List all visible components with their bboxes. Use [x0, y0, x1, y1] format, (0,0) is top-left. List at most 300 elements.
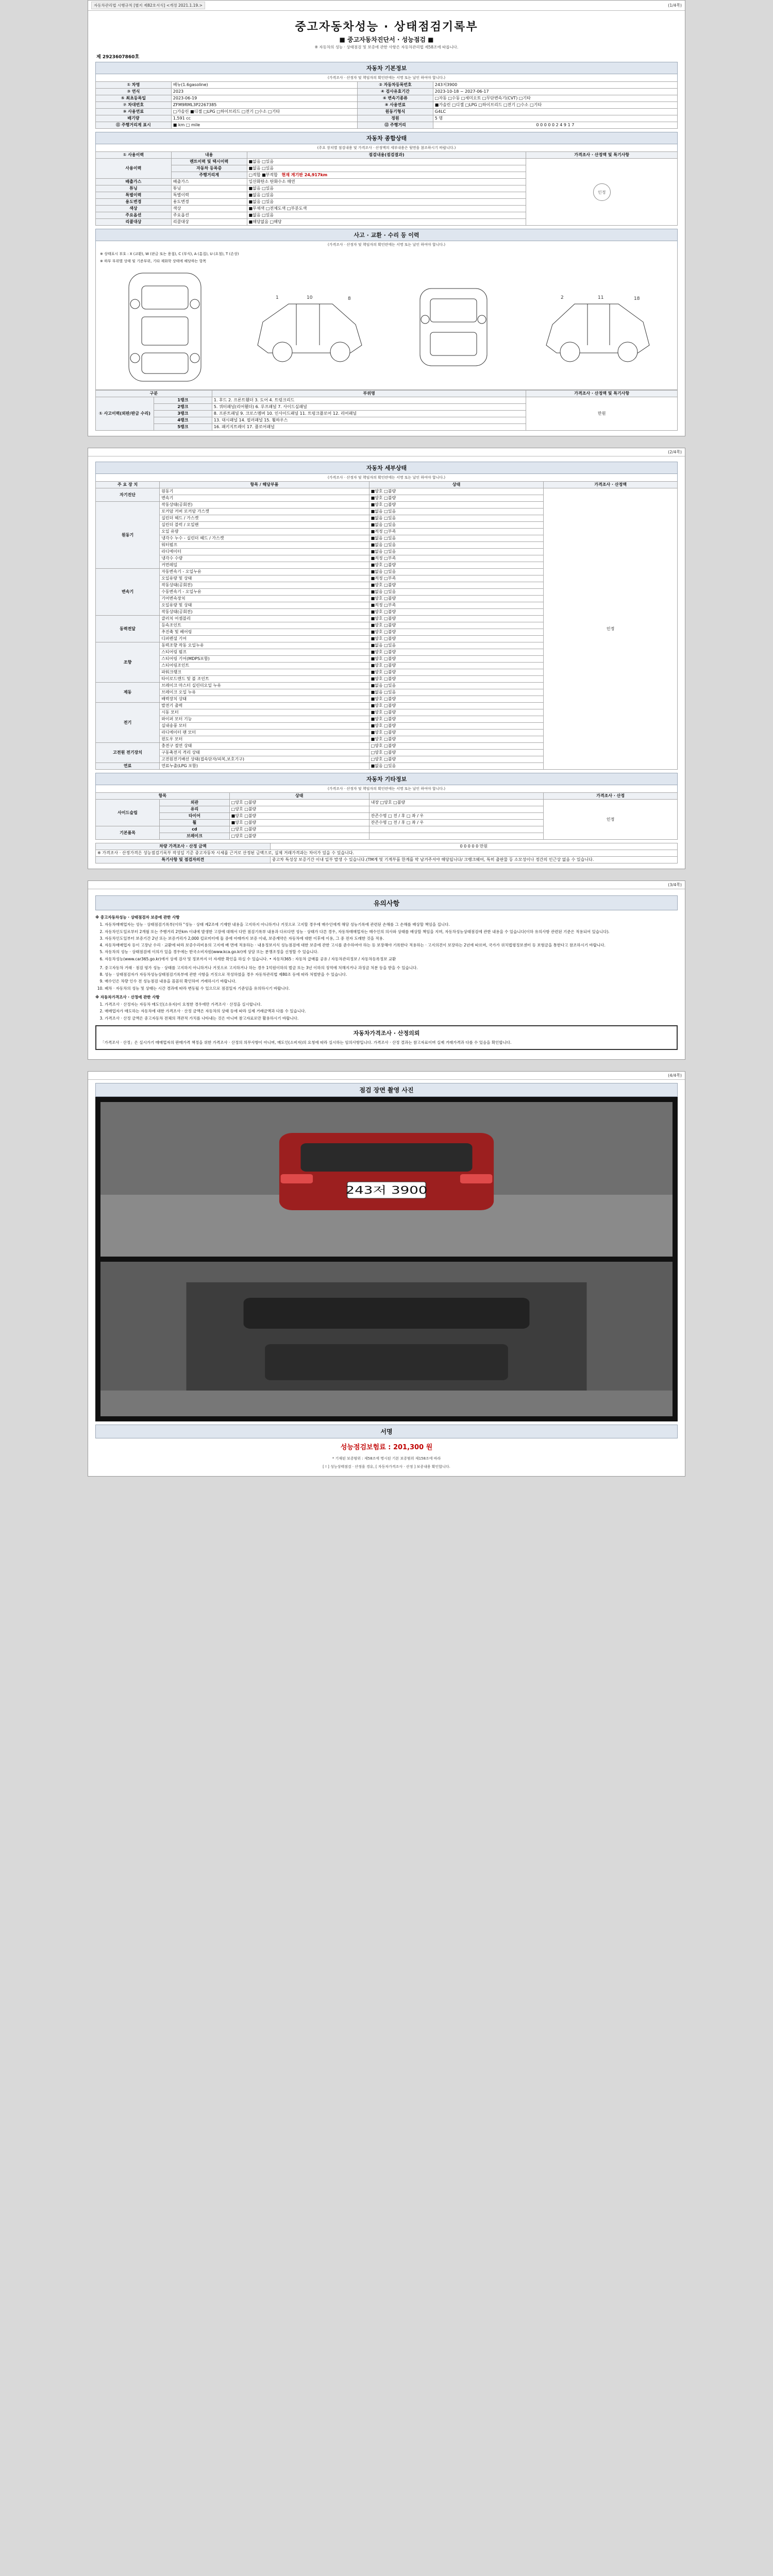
row-value: 일산화탄소 탄화수소 매연: [247, 179, 526, 185]
rank-label: 3랭크: [154, 411, 212, 417]
etc-item: 유리: [160, 806, 229, 813]
detail-item: 기어변속장치: [160, 596, 369, 602]
detail-item: 동력조향 작동 오일누유: [160, 642, 369, 649]
svg-text:243저 3900: 243저 3900: [345, 1184, 428, 1196]
row-label: 용도변경: [96, 199, 172, 206]
accident-diagram-box: [95, 248, 678, 390]
etc-state[interactable]: ■양호 □불량: [229, 820, 369, 826]
list-item: 6. 자동차성능(www.car365.go.kr)에서 상세 검사 및 정보까지 더 자세한 확인을 하실 수 있습니다. • 자동차365 : 자동차 급매물 공유 / 자동차관리정보 / 자동차등록정보 교환: [105, 956, 678, 962]
basic-info-table: [95, 81, 678, 129]
detail-state[interactable]: ■양호 □불량: [369, 703, 544, 709]
etc-extra[interactable]: 잔존수명 □ 전 / 후 □ 좌 / 우: [369, 820, 544, 826]
col-state: 상태: [369, 482, 544, 488]
detail-state[interactable]: □양호 □불량: [369, 756, 544, 763]
etc-table: [95, 792, 678, 840]
rank-parts: 5. 쿼터패널(리어휀더) 6. 루프패널 7. 사이드실패널: [212, 404, 526, 411]
table-row: [96, 857, 678, 863]
col-price: 가격조사 · 산정액: [544, 482, 678, 488]
list-item: 9. 매수인은 차량 인수 전 성능점검 내용을 꼼꼼히 확인하여 거래하시기 바랍니다.: [105, 978, 678, 984]
row-label: 색상: [96, 206, 172, 212]
detail-table: [95, 481, 678, 770]
page-3: [88, 880, 685, 1060]
photo-rear-view: [100, 1102, 673, 1257]
detail-state[interactable]: ■양호 □불량: [369, 736, 544, 743]
basic-info-band: 자동차 기본정보: [95, 62, 678, 74]
rank-label: 5랭크: [154, 424, 212, 431]
col-result: 점검내용(점검결과): [247, 152, 526, 159]
svg-text:18: 18: [634, 296, 640, 301]
row-value: ■없음 □있음: [247, 159, 526, 165]
col-etc-state: 상태: [229, 793, 369, 800]
group-label: 동력전달: [96, 616, 160, 642]
etc-extra[interactable]: [369, 806, 544, 813]
detail-item: 파워크랭크: [160, 669, 369, 676]
detail-item: 워터펌프: [160, 542, 369, 549]
cell-value: □자동 □수동 □세미오토 □무단변속기(CVT) □기타: [433, 95, 677, 102]
detail-state[interactable]: ■양호 □불량: [369, 656, 544, 663]
detail-sign-cell: 인정: [544, 488, 678, 770]
etc-state[interactable]: □양호 □불량: [229, 806, 369, 813]
etc-state[interactable]: ■양호 □불량: [229, 813, 369, 820]
detail-item: 실린더 헤드 / 가스켓: [160, 515, 369, 522]
car-diagrams: [98, 265, 675, 387]
detail-state[interactable]: ■없음 □있음: [369, 569, 544, 575]
row-value: ■없음 □있음: [247, 199, 526, 206]
row-label: 리콜대상: [96, 219, 172, 226]
page-4: [88, 1071, 685, 1477]
table-row: [96, 115, 678, 122]
group-label: 조향: [96, 642, 160, 683]
etc-sign-cell: 인정: [544, 800, 678, 840]
form-legal-tag: 자동차관리법 시행규칙 [별지 제82호서식] <개정 2021.1.19.>: [91, 2, 205, 9]
row-label: 튜닝: [96, 185, 172, 192]
detail-state[interactable]: ■양호 □불량: [369, 716, 544, 723]
car-diagram-front-view: [402, 268, 505, 386]
row-label-2: 특별이력: [171, 192, 247, 199]
page-1: [88, 0, 685, 436]
group-label: 전기: [96, 703, 160, 743]
detail-item: 작동상태(공회전): [160, 502, 369, 509]
cell-label: ⑥ 변속기종류: [358, 95, 433, 102]
notice-list-3: [95, 1002, 678, 1021]
table-row: [96, 109, 678, 115]
notice-section: [88, 889, 685, 1050]
detail-band: 자동차 세부상태: [95, 462, 678, 474]
etc-band: 자동차 기타정보: [95, 773, 678, 785]
svg-text:11: 11: [598, 295, 604, 300]
detail-item: 등속조인트: [160, 622, 369, 629]
etc-extra[interactable]: 잔존수명 □ 전 / 후 □ 좌 / 우: [369, 813, 544, 820]
cell-label: ④ 검사유효기간: [358, 89, 433, 95]
cell-value: 2023: [171, 89, 357, 95]
col-etc-item: 항목: [96, 793, 230, 800]
rank-parts: 13. 대시패널 14. 필러패널 15. 휠하우스: [212, 417, 526, 424]
table-row: [96, 95, 678, 102]
rank-parts: 1. 후드 2. 프론트휀더 3. 도어 4. 트렁크리드: [212, 397, 526, 404]
detail-item: 브레이크 오일 누유: [160, 689, 369, 696]
col-etc-price: 가격조사 · 산정: [544, 793, 678, 800]
page-subtitle-note: ※ 자동차의 성능 · 상태점검 및 보증에 관한 사항은 자동차관리법 제58조에 따릅니다.: [314, 45, 459, 49]
detail-state[interactable]: ■양호 □불량: [369, 609, 544, 616]
detail-state[interactable]: ■없음 □있음: [369, 522, 544, 529]
col-part-name: 부위명: [212, 391, 526, 397]
list-item: 10. 폐차 · 자동차의 성능 및 상태는 시간 경과에 따라 변동될 수 있으므로 점검일자 기준임을 유의하시기 바랍니다.: [105, 986, 678, 991]
list-item: 1. 자동차매매업자는 성능 · 상태점검기록부(이하 "성능 · 상태 제2조에 기재한 내용을 고지하지 아니하거나 거짓으로 고지할 경우에 매수인에게 해당 성능기록에 관련된 손해를 그 손해를 배상할 책임을 집니다.: [105, 922, 678, 927]
cell-label: ⑪ 주행거리계 표시: [96, 122, 172, 129]
table-row: [96, 843, 678, 850]
cell-value: ■가솔린 □디젤 □LPG □하이브리드 □전기 □수소 □기타: [433, 102, 677, 109]
detail-item: 라디에이터 팬 모터: [160, 730, 369, 736]
detail-state[interactable]: ■양호 □불량: [369, 596, 544, 602]
detail-item: 스티어링 기어(MDPS포함): [160, 656, 369, 663]
rank-label: 4랭크: [154, 417, 212, 424]
table-row: [96, 102, 678, 109]
cell-label: ⑤ 최초등록일: [96, 95, 172, 102]
detail-state[interactable]: ■양호 □불량: [369, 669, 544, 676]
page-title: 중고자동차성능 · 상태점검기록부: [295, 21, 478, 33]
fee-label: 성능점검보험료 :: [340, 1443, 391, 1451]
accident-sign-cell: [526, 397, 678, 431]
cell-value: 5 명: [433, 115, 677, 122]
rank-parts: 8. 프론트패널 9. 크로스멤버 10. 인사이드패널 11. 트렁크플로어 12. 리어패널: [212, 411, 526, 417]
detail-item: 원동기: [160, 488, 369, 495]
row-value: ■무채색 □전체도색 □부분도색: [247, 206, 526, 212]
row-label-2: 리콜대상: [171, 219, 247, 226]
detail-state[interactable]: ■양호 □불량: [369, 636, 544, 642]
page-number: (4/4쪽): [668, 1073, 682, 1078]
etc-extra[interactable]: [369, 833, 544, 840]
car-diagram-side-right: [536, 268, 660, 386]
overall-sign-cell: [526, 159, 678, 226]
detail-item: 냉각수 누수 - 실린더 헤드 / 가스켓: [160, 535, 369, 542]
table-row: [96, 397, 678, 404]
cell-value: ZFM9RML3P2267385: [171, 102, 357, 109]
cell-value: 2023-10-18 ~ 2027-06-17: [433, 89, 677, 95]
col-etc-extra: [369, 793, 544, 800]
detail-item: 충전구 절연 상태: [160, 743, 369, 750]
detail-item: 로커암 커버 로커암 가스켓: [160, 509, 369, 515]
svg-text:8: 8: [348, 296, 351, 301]
cell-label: 배기량: [96, 115, 172, 122]
diagram-legend-1: ※ 상태표시 부호 : X (교환), W (판금 또는 용접), C (부식), A (흠집), U (요철), T (손상): [100, 252, 239, 256]
table-header-row: [96, 391, 678, 397]
cell-value: G4LC: [433, 109, 677, 115]
detail-state[interactable]: ■양호 □불량: [369, 730, 544, 736]
photo-underbody-view: [100, 1262, 673, 1416]
detail-state[interactable]: ■없음 □있음: [369, 642, 544, 649]
total-label: 차량 가격조사 · 산정 금액: [96, 843, 271, 850]
col-main-device: 주 요 장 치: [96, 482, 160, 488]
car-diagram-side-left: [247, 268, 371, 386]
detail-state[interactable]: ■양호 □불량: [369, 629, 544, 636]
col-price-note: 가격조사 · 산정액 및 특기사항: [526, 152, 678, 159]
page-3-header: [88, 881, 685, 889]
cell-label: ③ 연식: [96, 89, 172, 95]
detail-item: 스티어링조인트: [160, 663, 369, 669]
rank-parts: 16. 패키지트레이 17. 플로어패널: [212, 424, 526, 431]
odometer-opts: □적합 ■부적합: [248, 173, 278, 177]
table-header-row: [96, 482, 678, 488]
cell-value: 243저3900: [433, 82, 677, 89]
row-label: 특별이력: [96, 192, 172, 199]
cell-value: 베뉴(1.6gasoline): [171, 82, 357, 89]
detail-item: 구동축전지 격리 상태: [160, 750, 369, 756]
detail-state[interactable]: ■양호 □불량: [369, 663, 544, 669]
detail-state[interactable]: ■양호 □불량: [369, 582, 544, 589]
detail-item: 실린더 블럭 / 오일팬: [160, 522, 369, 529]
row-label: 배출가스: [96, 179, 172, 185]
svg-text:1: 1: [276, 295, 279, 300]
group-label-exterior: ① 사고이력(외판/판금 수리): [96, 397, 154, 431]
table-row: [96, 850, 678, 857]
detail-state[interactable]: ■없음 □있음: [369, 542, 544, 549]
table-row: [96, 159, 678, 165]
special-text: 중고차 특성상 보증기간 이내 일부 발생 수 있습니다.(TM계 및 기계부품 한계를 막 남겨주셔야 해당됩니다/ 크랭크웨어, 특히 출판물 등 소모성이나 정간의 인근상 없음 수 있습니다.: [270, 857, 677, 863]
etc-item: 휠: [160, 820, 229, 826]
agreement-text: 「가격조사 · 산정」은 실시가기 매매업자의 판매가격 책정을 위한 가격조사 · 산정의 의무사항이 아니며, 매도인(소비자)의 요청에 따라 실시하는 임의사항입니다. 가격조사 · 산정 결과는 참고자료이며 실제 거래가격과 다를 수 있음을 확인합니다.: [100, 1040, 512, 1045]
detail-item: 작동상태(공회전): [160, 609, 369, 616]
detail-state[interactable]: ■양호 □불량: [369, 488, 544, 495]
etc-item: 브레이크: [160, 833, 229, 840]
detail-item: 실내송풍 모터: [160, 723, 369, 730]
detail-item: 작동상태(공회전): [160, 582, 369, 589]
etc-state[interactable]: □양호 □불량: [229, 833, 369, 840]
notice-head-1: ※ 중고자동차성능 · 상태점검자 보증에 관한 사항: [95, 915, 180, 920]
detail-note: (가격조사 · 산정자 및 책임자의 확인란에는 서명 또는 날인 하여야 합니다.): [95, 474, 678, 481]
list-item: 5. 자동차의 성능 · 상태점검에 이의가 있을 경우에는 한국소비자원(www.kca.go.kr)에 상담 또는 분쟁조정을 신청할 수 있습니다.: [105, 949, 678, 955]
detail-item: 냉각수 수량: [160, 555, 369, 562]
detail-item: 타이로드엔드 및 볼 조인트: [160, 676, 369, 683]
cell-label: 원동기형식: [358, 109, 433, 115]
cell-label: ⑦ 차대번호: [96, 102, 172, 109]
row-value: ■없음 □있음: [247, 212, 526, 219]
detail-item: 와이퍼 모터 기능: [160, 716, 369, 723]
photo-area: [95, 1097, 678, 1421]
detail-state[interactable]: ■없음 □있음: [369, 689, 544, 696]
footer-note-1: * 기재된 보증범위 : 제58조에 명시된 기본 보증범위 제158조에 따라: [332, 1456, 441, 1461]
cell-value: 2023-06-19: [171, 95, 357, 102]
detail-item: 발전기 출력: [160, 703, 369, 709]
document-number: 제 2923607860호: [96, 55, 140, 60]
list-item: 3. 가격조사 · 산정 금액은 중고자동차 전체의 객관적 가치를 나타내는 것은 아니며 참고자료로만 활용하시기 바랍니다.: [105, 1015, 678, 1021]
etc-body: [96, 800, 678, 840]
detail-item: 시동 모터: [160, 709, 369, 716]
row-label: 자동차 등록증: [171, 165, 247, 172]
cell-label: ① 차명: [96, 82, 172, 89]
group-label: 고전원 전기장치: [96, 743, 160, 763]
detail-item: 수동변속기 - 오일누유: [160, 589, 369, 596]
list-item: 2. 매매업자가 매도하는 자동차에 대한 가격조사 · 산정 금액은 자동차의 상태 등에 따라 실제 거래금액과 다를 수 있습니다.: [105, 1008, 678, 1014]
col-item: 항목 / 해당부품: [160, 482, 369, 488]
list-item: 3. 자동차인도일부터 보증기간 2년 또는 보증거리가 2,000 킬로미터에 둘 중에 아래까지 보증 이내, 보증계약은 자동차에 대한 이후에 이용, 그 중 전자 도래한 것을 적용.: [105, 936, 678, 941]
group-label: 연료: [96, 763, 160, 770]
row-label-2: 배출가스: [171, 179, 247, 185]
detail-state[interactable]: ■양호 □불량: [369, 676, 544, 683]
page-4-header: [88, 1072, 685, 1080]
cell-label: ⑫ 주행거리: [358, 122, 433, 129]
detail-state[interactable]: ■양호 □불량: [369, 495, 544, 502]
detail-item: 클러치 어셈블리: [160, 616, 369, 622]
detail-state[interactable]: ■없음 □있음: [369, 549, 544, 555]
detail-item: 고전원전기배선 상태(접속단자/피복,보호기구): [160, 756, 369, 763]
cell-value: 1,591 cc: [171, 115, 357, 122]
svg-text:10: 10: [307, 295, 313, 300]
insurance-fee: [95, 1438, 678, 1454]
rank-label: 1랭크: [154, 397, 212, 404]
detail-item: 디퍼렌셜 기어: [160, 636, 369, 642]
table-row: [96, 89, 678, 95]
agreement-title: 자동차가격조사 · 산정의뢰: [353, 1029, 420, 1037]
footer-note-2: [ ! ] 성능상태점검 · 산정을 경유, [ 자동차가격조사 · 산정 ] 보증내용 확인합니다.: [323, 1464, 450, 1469]
detail-state[interactable]: ■없음 □있음: [369, 683, 544, 689]
col-division: 구분: [96, 391, 212, 397]
notice-list-2: [95, 965, 678, 991]
accident-amount: 만원: [597, 411, 606, 416]
cell-label: 정원: [358, 115, 433, 122]
row-label: 주행거리계: [171, 172, 247, 179]
page-2-header: [88, 448, 685, 456]
detail-item: 브레이크 마스터 실린더오일 누유: [160, 683, 369, 689]
accident-parts-table: [95, 390, 678, 431]
etc-state[interactable]: □양호 □불량: [229, 800, 369, 806]
row-label-2: 색상: [171, 206, 247, 212]
detail-state[interactable]: ■양호 □불량: [369, 502, 544, 509]
fee-value: 201,300 원: [393, 1443, 433, 1451]
page-1-header: [88, 1, 685, 11]
detail-state[interactable]: ■없음 □있음: [369, 763, 544, 770]
detail-state[interactable]: ■적정 □부족: [369, 602, 544, 609]
table-row: [96, 122, 678, 129]
detail-state[interactable]: ■양호 □불량: [369, 616, 544, 622]
table-header-row: [96, 152, 678, 159]
cell-label: ② 자동차등록번호: [358, 82, 433, 89]
row-value: ■해당없음 □해당: [247, 219, 526, 226]
row-value: ■없음 □있음: [247, 165, 526, 172]
overall-table: [95, 151, 678, 226]
etc-item: cd: [160, 826, 229, 833]
diagram-legend-2: ※ 하부 부위별 상태 및 기준부위, 기타 재화학 상태에 해당하는 항목: [100, 259, 207, 263]
list-item: 1. 가격조사 · 산정자는 자동차 매도인(소유자)이 요청한 경우에만 가격조사 · 산정을 실시합니다.: [105, 1002, 678, 1007]
col-content: 내용: [171, 152, 247, 159]
detail-state[interactable]: ■없음 □있음: [369, 589, 544, 596]
detail-item: 변속기: [160, 495, 369, 502]
photo-band: 점검 장면 촬영 사진: [95, 1083, 678, 1097]
detail-item: 추진축 및 베어링: [160, 629, 369, 636]
group-label: 제동: [96, 683, 160, 703]
page-number: (2/4쪽): [668, 450, 682, 454]
etc-state[interactable]: □양호 □불량: [229, 826, 369, 833]
detail-item: 커먼레일: [160, 562, 369, 569]
table-header-row: [96, 793, 678, 800]
group-label: 변속기: [96, 569, 160, 616]
overall-note: (주요 장치별 점검내용 및 가격조사 · 산정액의 세부내용은 뒷면을 참조하시기 바랍니다.): [95, 144, 678, 151]
col-usage: ① 사용이력: [96, 152, 172, 159]
car-diagram-front-left: [113, 268, 216, 386]
detail-state[interactable]: ■적정 □부족: [369, 575, 544, 582]
detail-state[interactable]: ■양호 □불량: [369, 562, 544, 569]
group-label: 원동기: [96, 502, 160, 569]
list-item: 4. 자동차매매업자 등이 고장난 수리 · 교환에 따라 보증수리비용의 고지에 배 면에 적용하는 · 내용정보지식 성능점검에 대한 보증에 관한 고시를 준수하여야 하는 등 보장해야 기록한다 적용하는 · 고지의견이 보장하는 2년에 따르며, 국가가 위치법령정보센터 등 보험금을 통한다고 참조하시기 바랍니다.: [105, 942, 678, 948]
etc-extra[interactable]: 내장 □양호 □불량: [369, 800, 544, 806]
detail-state[interactable]: ■양호 □불량: [369, 649, 544, 656]
detail-state[interactable]: ■없음 □있음: [369, 509, 544, 515]
table-row: [96, 488, 678, 495]
list-item: 2. 자동차인도일로부터 2개월 또는 주행거리 2만km 이내에 발생한 고장에 대해서 다만 점검기록부 내용과 다르다면 성능 · 상태가 다른 경우, 자동차매매업자는 매수인의 의사와 상태를 배상할 책임을 지며, 자동차성능상태점검에 관한 내용을 수 있습니다(이하 유의사항 관련된 기준은 적용되어 있습니다).: [105, 929, 678, 935]
col-price-note: 가격조사 · 산정액 및 특기사항: [526, 391, 678, 397]
detail-item: 스티어링 펌프: [160, 649, 369, 656]
etc-extra[interactable]: [369, 826, 544, 833]
odometer-display: 현재 계기판 24,917km: [281, 173, 328, 177]
special-label: 특기사항 및 점검자의견: [96, 857, 271, 863]
detail-state[interactable]: □양호 □불량: [369, 743, 544, 750]
basic-info-note: (가격조사 · 산정자 및 책임자의 확인란에는 서명 또는 날인 하여야 합니다.): [95, 74, 678, 81]
detail-item: 라디에이터: [160, 549, 369, 555]
table-row: [96, 82, 678, 89]
row-label: 렌트이력 및 택시이력: [171, 159, 247, 165]
total-note: ※ 가격조사 · 산정가격은 성능점검기록부 작성일 기준 중고자동차 시세를 근거로 산정된 금액으로, 실제 거래가격과는 차이가 있을 수 있습니다.: [96, 850, 678, 857]
etc-group-label: 사이드슬립: [96, 800, 160, 826]
detail-state[interactable]: ■양호 □불량: [369, 709, 544, 716]
detail-item: 배력장치 상태: [160, 696, 369, 703]
odometer-digits: 0 0 0 0 0 2 4 9 1 7: [433, 122, 677, 129]
total-value: 0 0 0 0 0 만원: [270, 843, 677, 850]
row-value: ■없음 □있음: [247, 185, 526, 192]
svg-text:2: 2: [561, 295, 564, 300]
cell-label: ⑧ 사용연료: [358, 102, 433, 109]
detail-state[interactable]: □양호 □불량: [369, 750, 544, 756]
cell-value: ■ km □ mile: [171, 122, 357, 129]
overall-band: 자동차 종합상태: [95, 132, 678, 144]
detail-state[interactable]: ■없음 □있음: [369, 515, 544, 522]
detail-state[interactable]: ■적정 □부족: [369, 555, 544, 562]
agreement-box: [95, 1025, 678, 1050]
row-value-odometer: [247, 172, 526, 179]
page-subtitle: ■ 중고자동차진단서 · 성능점검 ■: [339, 36, 434, 43]
detail-item: 연료누출(LPG 포함): [160, 763, 369, 770]
rank-label: 2랭크: [154, 404, 212, 411]
cell-label: ⑨ 사용연료: [96, 109, 172, 115]
row-label: 주요옵션: [96, 212, 172, 219]
detail-state[interactable]: ■양호 □불량: [369, 696, 544, 703]
etc-note: (가격조사 · 산정자 및 책임자의 확인란에는 서명 또는 날인 하여야 합니다.): [95, 785, 678, 792]
seal-icon: 인정: [593, 183, 611, 201]
page-number: (1/4쪽): [668, 3, 682, 8]
detail-state[interactable]: ■양호 □불량: [369, 723, 544, 730]
etc-item: 외관: [160, 800, 229, 806]
detail-item: 오일 유량: [160, 529, 369, 535]
etc-group-label: 기본품목: [96, 826, 160, 840]
detail-item: 오일유량 및 상태: [160, 575, 369, 582]
group-label: 자기진단: [96, 488, 160, 502]
page-number: (3/4쪽): [668, 883, 682, 887]
list-item: 7. 중고자동차 거래 · 점검 평가 성능 · 상태를 고지하지 아니하거나 거짓으로 고지하거나 하는 경우 1억원이하의 벌금 또는 3년 이하의 징역에 처해지거나 과징금 처분 등을 받을 수 있습니다.: [105, 965, 678, 971]
detail-item: 오일유량 및 상태: [160, 602, 369, 609]
accident-band: 사고 · 교환 · 수리 등 이력: [95, 229, 678, 241]
accident-note: (가격조사 · 산정자 및 책임자의 확인란에는 서명 또는 날인 하여야 합니다.): [95, 241, 678, 248]
cell-value: □가솔린 ■디젤 □LPG □하이브리드 □전기 □수소 □기타: [171, 109, 357, 115]
detail-item: 윈도우 모터: [160, 736, 369, 743]
notice-list-1: [95, 922, 678, 962]
detail-item: 자동변속기 - 오일누유: [160, 569, 369, 575]
detail-state[interactable]: ■적정 □부족: [369, 529, 544, 535]
row-label-2: 튜닝: [171, 185, 247, 192]
row-value: ■없음 □있음: [247, 192, 526, 199]
detail-state[interactable]: ■없음 □있음: [369, 535, 544, 542]
detail-state[interactable]: ■양호 □불량: [369, 622, 544, 629]
list-item: 8. 성능 · 상태점검자가 자동차성능상태점검기록부에 관한 사항을 거짓으로 작성하였을 경우 자동차관리법 제80조 등에 따라 처벌받을 수 있습니다.: [105, 972, 678, 977]
row-label-2: 용도변경: [171, 199, 247, 206]
row-label-2: 주요옵션: [171, 212, 247, 219]
